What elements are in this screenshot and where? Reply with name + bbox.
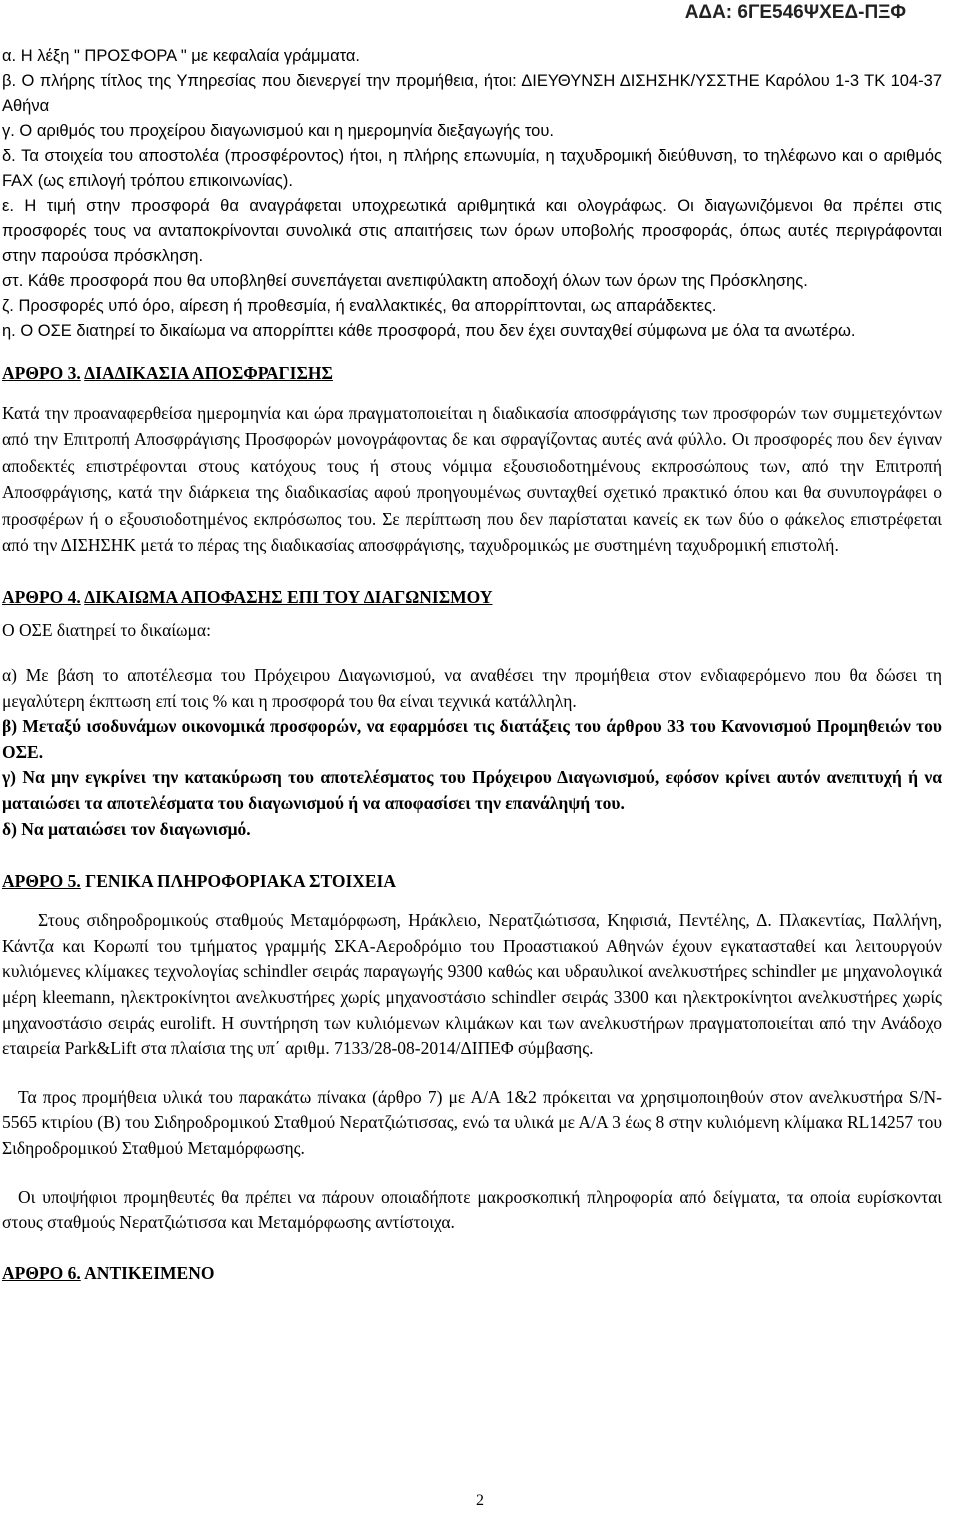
article6-number: ΑΡΘΡΟ 6. (2, 1262, 81, 1283)
article5-heading (2, 868, 960, 894)
list-item-b: β. Ο πλήρης τίτλος της Υπηρεσίας που διενεργεί την προμήθεια, ήτοι: ΔΙΕΥΘΥΝΣΗ ΔΙΣΗΣΗΚ/ΥΣΣΤΗΕ Καρόλου 1-3 ΤΚ 104-37 Αθήνα (2, 72, 942, 115)
article5-number: ΑΡΘΡΟ 5. (2, 871, 81, 892)
article5-paragraph-1: Στους σιδηροδρομικούς σταθμούς Μεταμόρφωση, Ηράκλειο, Νερατζιώτισσα, Κηφισιά, Πεντέλης, Δ. Πλακεντίας, Παλλήνη, Κάντζα και Κορωπί του τμήματος γραμμής ΣΚΑ-Αεροδρόμιο του Προαστιακού Αθηνών έχουν εγκατασταθεί και λειτουργούν κυλιόμενες κλίμακες τεχνολογίας schindler σειράς παραγωγής 9300 καθώς και υδραυλικοί ανελκυστήρες schindler με μηχανολογικά μέρη kleemann, ηλεκτροκίνητοι ανελκυστήρες χωρίς μηχανοστάσιο schindler σειράς 3300 και ηλεκτροκίνητοι ανελκυστήρες χωρίς μηχανοστάσιο σειράς eurolift. Η συντήρηση των κυλιόμενων κλιμάκων και των ανελκυστήρων πραγματοποιείται από την Ανάδοχο εταιρεία Park&Lift στα πλαίσια της υπ΄ αριθμ. 7133/28-08-2014/ΔΙΠΕΦ σύμβασης. (2, 910, 942, 1059)
article4-item-b: β) Μεταξύ ισοδυνάμων οικονομικά προσφορών, να εφαρμόσει τις διατάξεις του άρθρου 33 του Κανονισμού Προμηθειών του ΟΣΕ. (2, 716, 942, 762)
list-item-c: γ. Ο αριθμός του προχείρου διαγωνισμού και η ημερομηνία διεξαγωγής του. (2, 122, 554, 140)
article4-intro: Ο ΟΣΕ διατηρεί το δικαίωμα: (2, 620, 211, 641)
article3-body: Κατά την προαναφερθείσα ημερομηνία και ώρα πραγματοποιείται η διαδικασία αποσφράγισης των προσφορών των συμμετεχόντων από την Επιτροπή Αποσφράγισης Προσφορών μονογράφοντας δε και σφραγίζοντας αυτές ανά φύλλο. Οι προσφορές που δεν έγιναν αποδεκτές επιστρέφονται στους κατόχους τους ή στους νόμιμα εξουσιοδοτημένους εκπροσώπους των, από την Επιτροπή Αποσφράγισης, κατά την διάρκεια της διαδικασίας αφού προηγουμένως συνταχθεί σχετικό πρακτικό όπου και θα συνυπογράφει ο προσφέρων ή ο εξουσιοδοτημένος εκπρόσωπος του. Σε περίπτωση που δεν παρίσταται κανείς εκ των δύο ο φάκελος επιστρέφεται από την ΔΙΣΗΣΗΚ μετά το πέρας της διαδικασίας αποσφράγισης, ταχυδρομικώς με συστημένη ταχυδρομική επιστολή. (2, 403, 942, 556)
article4-item-d: δ) Να ματαιώσει τον διαγωνισμό. (2, 818, 251, 839)
article4-item-c: γ) Να μην εγκρίνει την κατακύρωση του αποτελέσματος του Πρόχειρου Διαγωνισμού, εφόσον κρίνει αυτόν ανεπιτυχή ή να ματαιώσει τα αποτελέσματα του διαγωνισμού ή να αποφασίσει την επανάληψή του. (2, 767, 942, 813)
list-item-h: η. Ο ΟΣΕ διατηρεί το δικαίωμα να απορρίπτει κάθε προσφορά, που δεν έχει συνταχθεί σύμφωνα με όλα τα ανωτέρω. (2, 322, 856, 340)
page-number: 2 (476, 1492, 484, 1509)
article3-number: ΑΡΘΡΟ 3. (2, 363, 81, 383)
ada-code: ΑΔΑ: 6ΓΕ546ΨΧΕΔ-ΠΞΦ (684, 2, 906, 23)
article4-title: ΔΙΚΑΙΩΜΑ ΑΠΟΦΑΣΗΣ ΕΠΙ ΤΟΥ ΔΙΑΓΩΝΙΣΜΟΥ (84, 587, 493, 608)
article5-paragraph-3: Οι υποψήφιοι προμηθευτές θα πρέπει να πάρουν οποιαδήποτε μακροσκοπική πληροφορία από δείγματα, τα οποία ευρίσκονται στους σταθμούς Νερατζιώτισσα και Μεταμόρφωσης αντίστοιχα. (2, 1186, 942, 1233)
list-item-z: ζ. Προσφορές υπό όρο, αίρεση ή προθεσμία, ή εναλλακτικές, θα απορρίπτονται, ως απαράδεκτες. (2, 297, 717, 315)
list-item-a: α. Η λέξη " ΠΡΟΣΦΟΡΑ " με κεφαλαία γράμματα. (2, 47, 361, 65)
article5-title: ΓΕΝΙΚΑ ΠΛΗΡΟΦΟΡΙΑΚΑ ΣΤΟΙΧΕΙΑ (85, 871, 397, 892)
article6-title: ΑΝΤΙΚΕΙΜΕΝΟ (84, 1262, 215, 1283)
article6-heading (2, 1260, 960, 1286)
list-item-e: ε. Η τιμή στην προσφορά θα αναγράφεται υποχρεωτικά αριθμητικά και ολογράφως. Οι διαγωνιζόμενοι θα πρέπει στις προσφορές τους να ανταποκρίνονται συνολικά στις απαιτήσεις των όρων υποβολής προσφοράς, όπως αυτές περιγράφονται στην παρούσα πρόσκληση. (2, 197, 942, 265)
submission-list (0, 44, 960, 344)
article4-number: ΑΡΘΡΟ 4. (2, 587, 81, 608)
article4-heading (2, 584, 960, 610)
document-page (0, 44, 960, 1286)
article3-heading (2, 360, 960, 386)
article3-title: ΔΙΑΔΙΚΑΣΙΑ ΑΠΟΣΦΡΑΓΙΣΗΣ (84, 363, 333, 383)
list-item-d: δ. Τα στοιχεία του αποστολέα (προσφέροντος) ήτοι, η πλήρης επωνυμία, η ταχυδρομική διεύθυνση, το τηλέφωνο και ο αριθμός FAX (ως επιλογή τρόπου επικοινωνίας). (2, 147, 942, 190)
article4-item-a: α) Με βάση το αποτέλεσμα του Πρόχειρου Διαγωνισμού, να αναθέσει την προμήθεια στον ενδιαφερόμενο που θα δώσει τη μεγαλύτερη έκπτωση επί τοις % και η προσφορά του θα είναι τεχνικά κατάλληλη. (2, 665, 942, 711)
list-item-st: στ. Κάθε προσφορά που θα υποβληθεί συνεπάγεται ανεπιφύλακτη αποδοχή όλων των όρων της Πρόσκλησης. (2, 272, 808, 290)
article5-paragraph-2: Τα προς προμήθεια υλικά του παρακάτω πίνακα (άρθρο 7) με Α/Α 1&2 πρόκειται να χρησιμοποιηθούν στον ανελκυστήρα S/N-5565 κτιρίου (Β) του Σιδηροδρομικού Σταθμού Νερατζιώτισσας, ενώ τα υλικά με Α/Α 3 έως 8 στην κυλιόμενη κλίμακα RL14257 του Σιδηροδρομικού Σταθμού Μεταμόρφωσης. (2, 1086, 942, 1158)
